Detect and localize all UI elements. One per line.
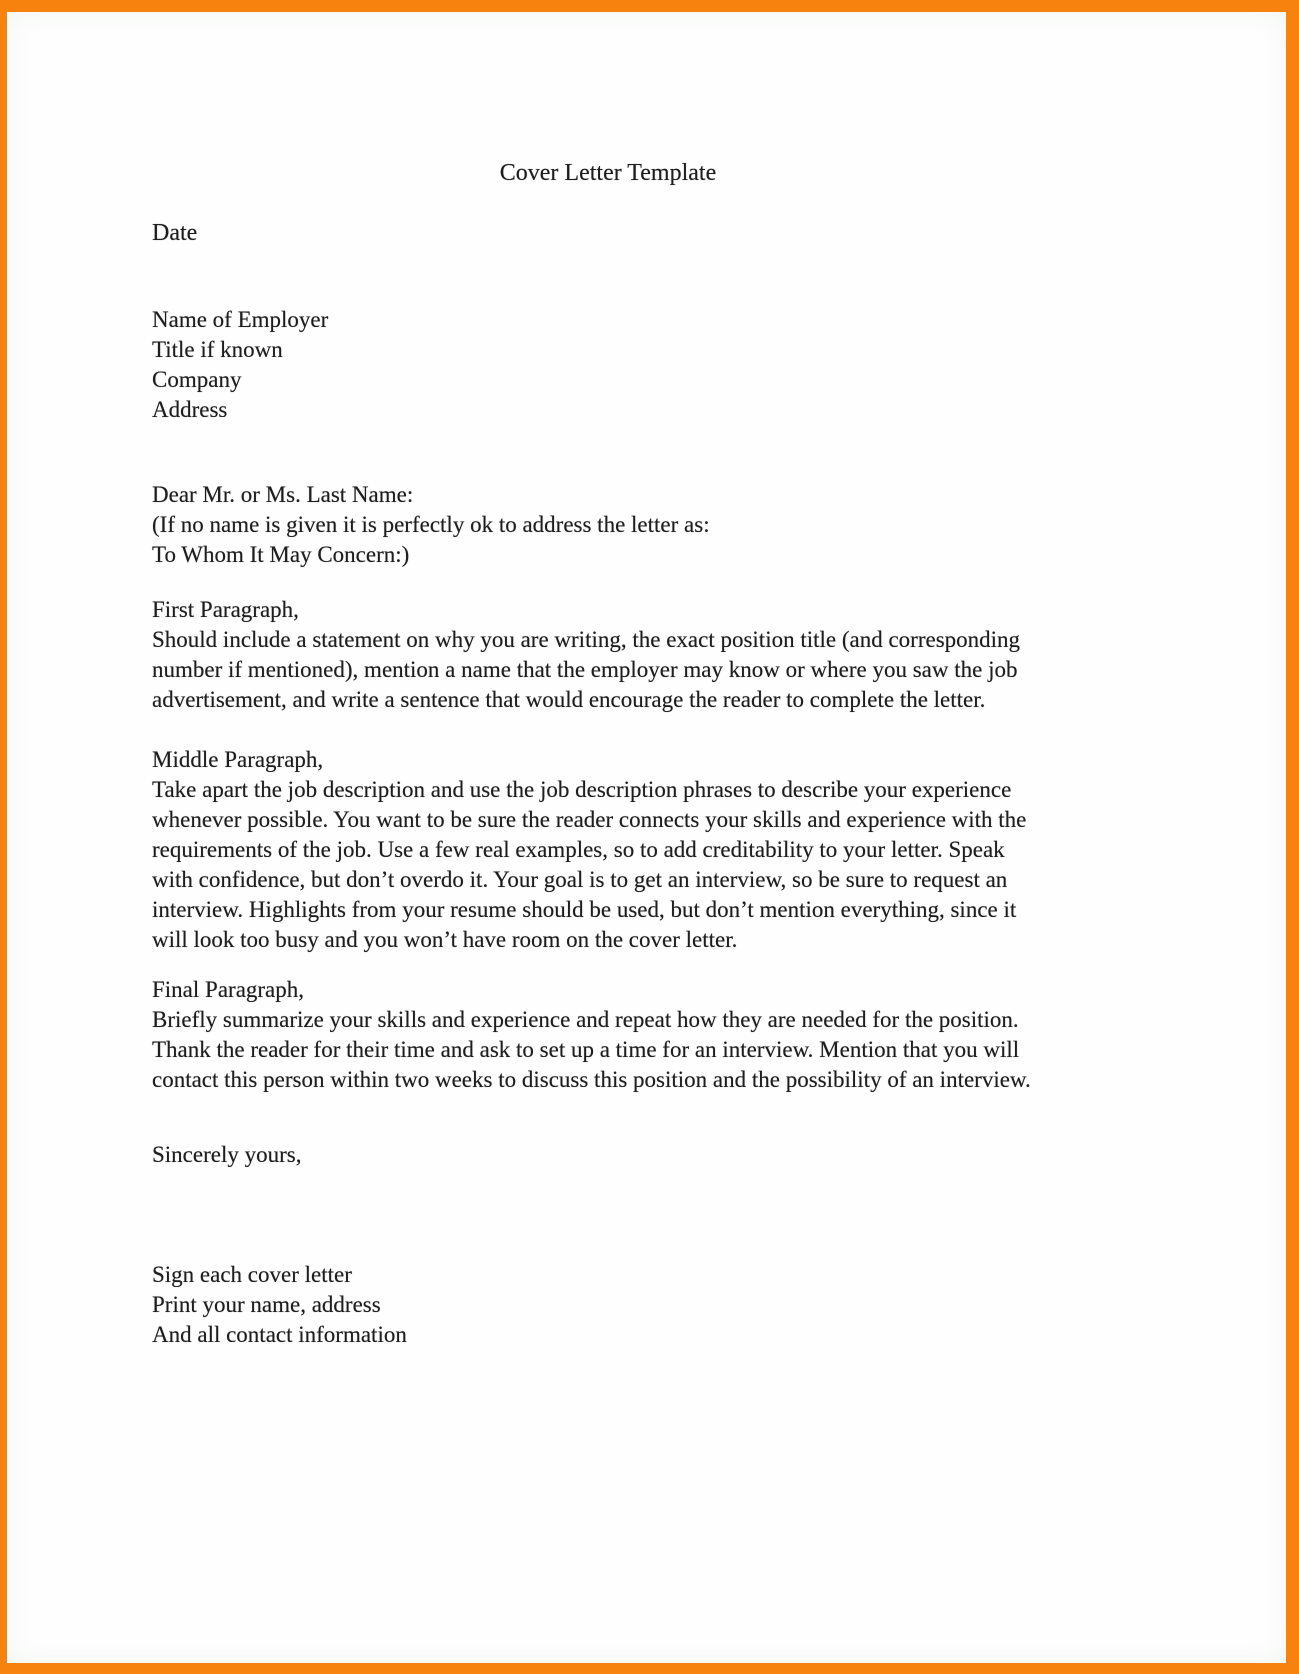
first-paragraph-line: advertisement, and write a sentence that would encourage the reader to complete the letter. [152, 687, 986, 712]
middle-paragraph-line: with confidence, but don’t overdo it. Your goal is to get an interview, so be sure to request an [152, 867, 1008, 892]
closing-line: Sincerely yours, [152, 1142, 302, 1167]
signature-contact-line: And all contact information [152, 1322, 407, 1347]
page-title: Cover Letter Template [499, 160, 717, 186]
middle-paragraph-line: whenever possible. You want to be sure the reader connects your skills and experience with the [152, 807, 1027, 832]
recipient-block [152, 305, 1064, 425]
first-paragraph-line: Should include a statement on why you are writing, the exact position title (and corresponding [152, 627, 1021, 652]
salutation-note-line: (If no name is given it is perfectly ok to address the letter as: [152, 512, 710, 537]
final-paragraph-line: Thank the reader for their time and ask to set up a time for an interview. Mention that you will [152, 1037, 1020, 1062]
signature-block [152, 1260, 1064, 1350]
middle-paragraph-line: will look too busy and you won’t have room on the cover letter. [152, 927, 738, 952]
final-paragraph-block [152, 975, 1064, 1095]
middle-paragraph-heading: Middle Paragraph, [152, 747, 324, 772]
salutation-block [152, 480, 1064, 570]
first-paragraph-line: number if mentioned), mention a name that the employer may know or where you saw the job [152, 657, 1018, 682]
first-paragraph-block [152, 595, 1064, 715]
final-paragraph-line: contact this person within two weeks to discuss this position and the possibility of an interview. [152, 1067, 1031, 1092]
final-paragraph-line: Briefly summarize your skills and experience and repeat how they are needed for the position. [152, 1007, 1019, 1032]
recipient-name: Name of Employer [152, 307, 329, 332]
recipient-address: Address [152, 397, 228, 422]
letter-content [7, 12, 1064, 1350]
signature-print-line: Print your name, address [152, 1292, 381, 1317]
middle-paragraph-block [152, 745, 1064, 955]
recipient-company: Company [152, 367, 242, 392]
signature-sign-line: Sign each cover letter [152, 1262, 352, 1287]
middle-paragraph-line: requirements of the job. Use a few real examples, so to add creditability to your letter. Speak [152, 837, 1005, 862]
recipient-title: Title if known [152, 337, 283, 362]
middle-paragraph-line: Take apart the job description and use the job description phrases to describe your experience [152, 777, 1012, 802]
date-placeholder: Date [152, 220, 198, 246]
final-paragraph-heading: Final Paragraph, [152, 977, 305, 1002]
first-paragraph-heading: First Paragraph, [152, 597, 299, 622]
middle-paragraph-line: interview. Highlights from your resume should be used, but don’t mention everything, since it [152, 897, 1017, 922]
salutation-line: Dear Mr. or Ms. Last Name: [152, 482, 414, 507]
salutation-concern-line: To Whom It May Concern:) [152, 542, 410, 567]
